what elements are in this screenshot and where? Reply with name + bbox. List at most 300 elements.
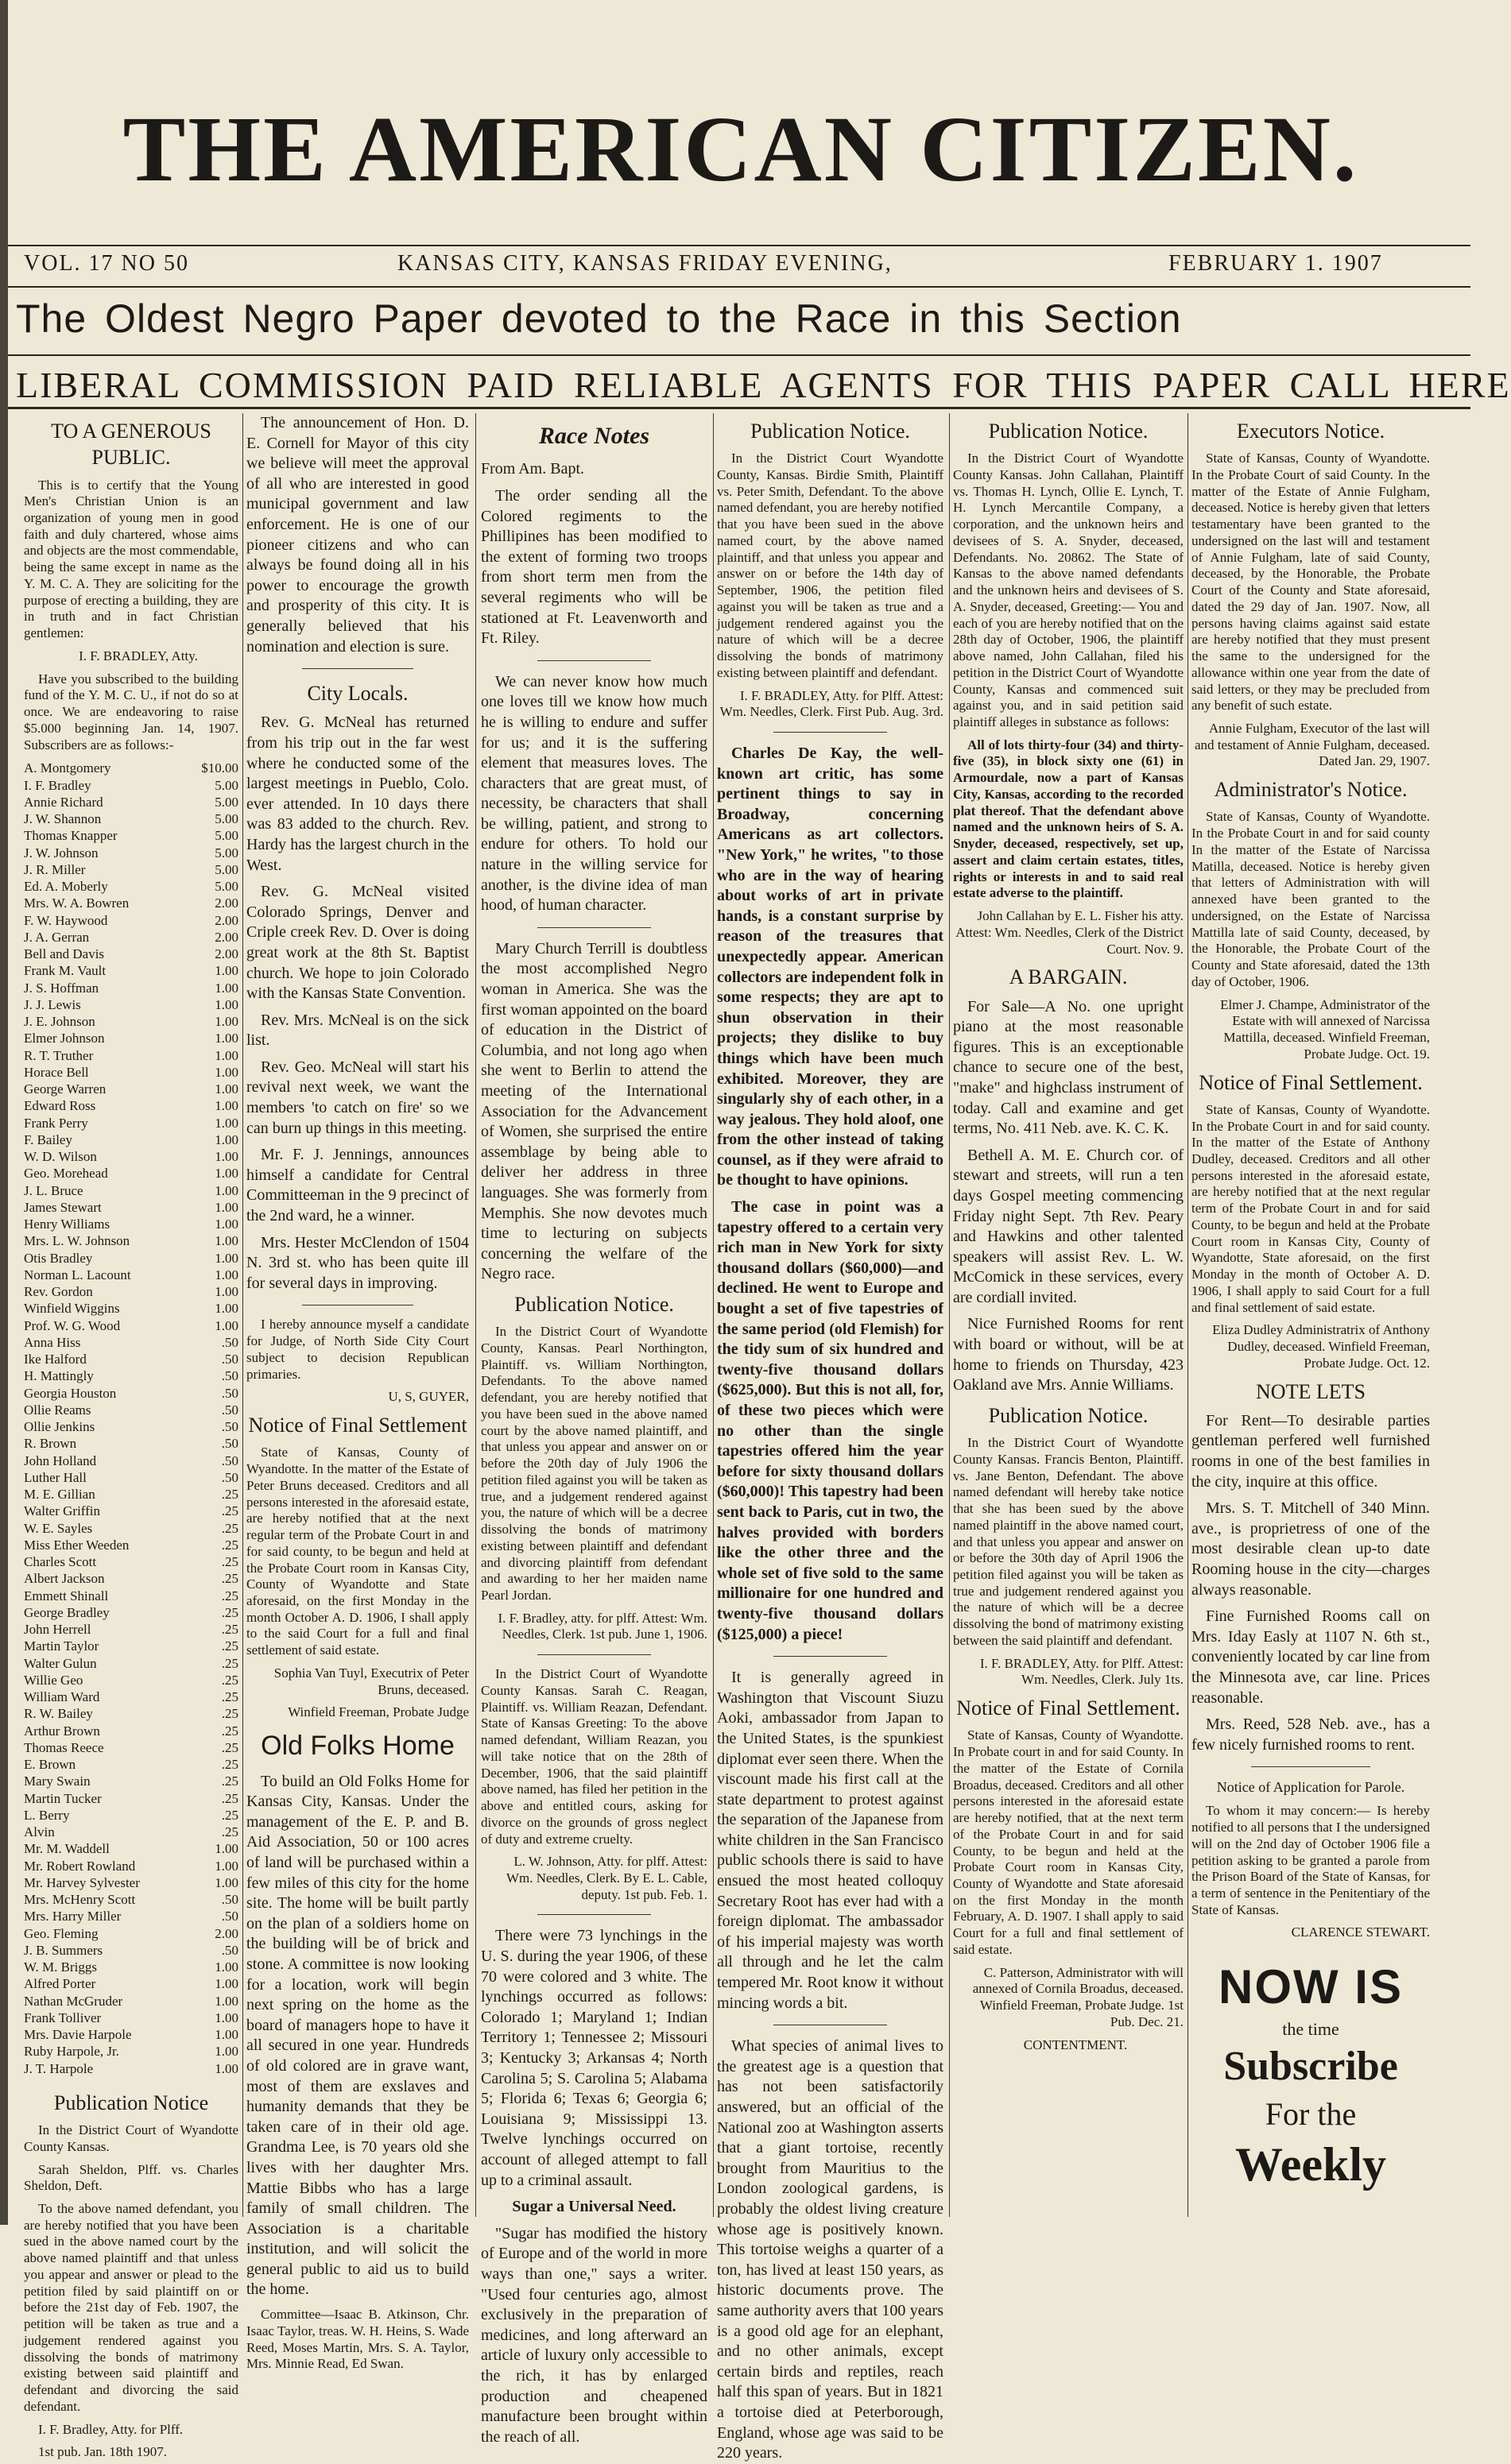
subscriber-amount: .25 xyxy=(221,1622,238,1638)
subscriber-name: Prof. W. G. Wood xyxy=(24,1317,121,1333)
subscriber-amount: .50 xyxy=(221,1334,238,1350)
subscriber-name: Henry Williams xyxy=(24,1217,110,1232)
subscriber-name: Thomas Knapper xyxy=(24,828,118,844)
subscriber-name: Edward Ross xyxy=(24,1098,96,1114)
subscriber-row xyxy=(24,1232,238,1249)
subscriber-amount: 2.00 xyxy=(215,929,238,945)
subscriber-amount: .25 xyxy=(221,1790,238,1806)
pub-signature: I. F. BRADLEY, Atty. for Plff. Attest: Wm. Needles, Clerk. July 1ts. xyxy=(979,1655,1184,1688)
heading-note-lets: NOTE LETS xyxy=(1256,1379,1366,1403)
japan-diplomat-article: It is generally agreed in Washington that Viscount Siuzu Aoki, ambassador from Japan to the United States, is the spunkiest diplomat ever seen there. When the viscount made his first call at the state department to protest against the separation of the Japanese from white children in the San Francisco public schools there is said to have ensued the most heated colloquy Secretary Root has ever had with a foreign diplomat. The ambassador of his imperial majesty was worth all through and he let the calm tempered Mr. Root know it without mincing words a bit. xyxy=(717,1669,943,2012)
subscriber-amount: .25 xyxy=(221,1723,238,1739)
subscriber-name: Martin Tucker xyxy=(24,1790,102,1806)
local-item: Rev. Geo. McNeal will start his revival next week, we want the members 'to catch on fire' so we can burn up things in this meeting. xyxy=(246,1058,469,1137)
subscriber-amount: 2.00 xyxy=(215,946,238,962)
subscriber-amount: 5.00 xyxy=(215,777,238,793)
subscriber-row xyxy=(24,2060,238,2077)
column-5 xyxy=(953,413,1184,2217)
subscriber-row xyxy=(24,1418,238,1435)
subscriber-amount: .50 xyxy=(221,1942,238,1958)
subscriber-amount: 1.00 xyxy=(215,1250,238,1266)
subscriber-amount: .25 xyxy=(221,1554,238,1570)
contentment-heading: CONTENTMENT. xyxy=(1023,2037,1128,2052)
subscriber-name: Mrs. Davie Harpole xyxy=(24,2027,132,2043)
subscriber-row xyxy=(24,1739,238,1756)
subscriber-amount: 1.00 xyxy=(215,2060,238,2076)
subscriber-name: J. J. Lewis xyxy=(24,996,81,1012)
column-separator xyxy=(1187,413,1188,2217)
subscriber-name: W. M. Briggs xyxy=(24,1959,97,1975)
subscriber-name: I. F. Bradley xyxy=(24,777,91,793)
subscriber-amount: 1.00 xyxy=(215,1959,238,1975)
subscriber-row xyxy=(24,1452,238,1469)
heading-old-folks-home: Old Folks Home xyxy=(261,1731,455,1762)
administrators-notice-body: State of Kansas, County of Wyandotte. In the Probate Court in and for said county In the matter of the Estate of Narcissa Matilla, deceased. Notice is hereby given that letters of Administration with will annexed have been granted to the undersigned, on the Estate of Narcissa Mattilla late of said County, deceased, by the Honorable, the Probate Court of the County and State aforesaid, dated the 13th day of October, 1906. xyxy=(1191,809,1430,989)
sugar-body: "Sugar has modified the history of Europe and of the world in more ways than one," says a writer. "Used four centuries ago, almost exclusively in the preparation of medicines, and long afterward an article of luxury only accessible to the rich, it has by enlarged production and cheapened manufacture been brought within the reach of all. xyxy=(481,2224,707,2446)
heading-publication-notice: Publication Notice. xyxy=(988,420,1149,443)
reed-rooms-ad: Mrs. Reed, 528 Neb. ave., has a few nicely furnished rooms to rent. xyxy=(1191,1716,1430,1754)
subscriber-name: J. T. Harpole xyxy=(24,2060,94,2076)
executors-notice-signature: Annie Fulgham, Executor of the last will and testament of Annie Fulgham, deceased. Dated Jan. 29, 1907. xyxy=(1195,721,1430,769)
subscriber-amount: 2.00 xyxy=(215,1925,238,1941)
subscriber-amount: .25 xyxy=(221,1588,238,1603)
subscriber-name: A. Montgomery xyxy=(24,760,111,776)
volume-number: VOL. 17 NO 50 xyxy=(24,251,189,276)
rule-mid xyxy=(8,286,1470,288)
subscriber-row xyxy=(24,1216,238,1232)
divider xyxy=(1251,1766,1370,1767)
heading-publication-notice: Publication Notice. xyxy=(514,1292,674,1316)
subscriber-amount: 1.00 xyxy=(215,1993,238,2009)
subscriber-name: Ruby Harpole, Jr. xyxy=(24,2044,119,2060)
subscriber-name: Luther Hall xyxy=(24,1469,87,1485)
subscriber-row xyxy=(24,1840,238,1857)
subscriber-amount: 1.00 xyxy=(215,1064,238,1080)
final-settlement-signature: C. Patterson, Administrator with will annexed of Cornila Broadus, deceased. Winfield Freeman, Probate Judge. 1st Pub. Dec. 21. xyxy=(972,1964,1184,2029)
subscriber-amount: .50 xyxy=(221,1385,238,1401)
subscriber-amount: .25 xyxy=(221,1520,238,1536)
subscriber-name: J. A. Gerran xyxy=(24,929,90,945)
subscriber-name: F. Bailey xyxy=(24,1131,72,1147)
subscriber-amount: .25 xyxy=(221,1571,238,1587)
subscriber-amount: 1.00 xyxy=(215,1874,238,1890)
tortoise-article: What species of animal lives to the greatest age is a question that has not been satisfactorily answered, but an official of the National zoo at Washington asserts that a giant tortoise, recently brought from Mauritius to the London zoological gardens, is probably the oldest living creature whose age is positively known. This tortoise weighs a quarter of a ton, has lived at least 150 years, as historic documents prove. The same authority avers that 100 years is a good old age for an elephant, and no other animals, except certain birds and reptiles, reach half this span of years. But in 1821 a tortoise died at Peterborough, England, whose age was said to be 220 years. xyxy=(717,2037,943,2462)
subscriber-name: John Herrell xyxy=(24,1622,91,1638)
subscriber-name: Walter Griffin xyxy=(24,1503,101,1519)
executors-notice-body: State of Kansas, County of Wyandotte. In the Probate Court of said County. In the matter of the Estate of Annie Fulgham, deceased. Notice is hereby given that letters testamentary have been granted to the undersigned on the last will and testament of Annie Fulgham, late of said County, deceased, by the Honorable, the Probate Court of the County and State aforesaid, dated the 29 day of Jan. 1907. Now, all persons having claims against said estate are hereby notified that they must present the same to the undersigned for the allowance within one year from the date of said letters, or they may be precluded from any benefit of such estate. xyxy=(1191,451,1430,714)
pub-body: In the District Court of Wyandotte County Kansas. Sarah C. Reagan, Plaintiff. vs. William Reazan, Defendant. State of Kansas Greeting: To the above named defendant, William Reazan, you will take notice that on the 28th of December, 1906, that the said plaintiff above named, has filed her petition in the above and entitled cours, asking for divorce on the grounds of gross neglect of duty and extreme cruelty. xyxy=(481,1666,707,1847)
heading-final-settlement: Notice of Final Settlement xyxy=(248,1414,467,1437)
subscriber-row xyxy=(24,878,238,895)
subscriber-name: Anna Hiss xyxy=(24,1334,81,1350)
column-separator xyxy=(242,413,243,2217)
subscriber-name: George Bradley xyxy=(24,1604,110,1620)
subscriber-amount: 5.00 xyxy=(215,811,238,827)
subscriber-row xyxy=(24,1588,238,1604)
subscriber-amount: .25 xyxy=(221,1537,238,1553)
subscriber-amount: .50 xyxy=(221,1419,238,1435)
subscriber-amount: .25 xyxy=(221,1757,238,1773)
subscriber-amount: 1.00 xyxy=(215,980,238,996)
subscriber-amount: .25 xyxy=(221,1774,238,1789)
subscriber-row xyxy=(24,996,238,1013)
pub-body-property: All of lots thirty-four (34) and thirty-five (35), in block sixty one (61) in Armourdale, now a part of Kansas City, Kansas, according to the recorded plat thereof. That the defendant above named and the unknown heirs of S. A. Snyder, deceased, respectively, set up, assert and claim certain estates, titles, rights or interests in and to said real estate adverse to the plaintiff. xyxy=(953,737,1184,901)
old-folks-home-committee: Committee—Isaac B. Atkinson, Chr. Isaac Taylor, treas. W. H. Heins, S. Wade Reed, Moses Martin, Mrs. S. A. Taylor, Mrs. Minnie Read, Ed Swan. xyxy=(246,2307,469,2372)
subscriber-amount: 1.00 xyxy=(215,1081,238,1097)
subscriber-row xyxy=(24,1317,238,1334)
divider xyxy=(302,668,413,669)
subscriber-row xyxy=(24,1097,238,1114)
subscriber-row xyxy=(24,1773,238,1789)
administrators-notice-signature: Elmer J. Champe, Administrator of the Estate with will annexed of Narcissa Mattilla, deceased. Winfield Freeman, Probate Judge. Oct. 19. xyxy=(1220,996,1430,1062)
divider xyxy=(773,1656,887,1657)
subscriber-row xyxy=(24,2009,238,2026)
ad-weekly: Weekly xyxy=(1235,2137,1386,2191)
subscriber-amount: 2.00 xyxy=(215,912,238,928)
subscriber-row xyxy=(24,912,238,929)
subscriber-row xyxy=(24,1537,238,1553)
subscriber-amount: .25 xyxy=(221,1487,238,1503)
subscriber-name: Willie Geo xyxy=(24,1672,83,1688)
subscriber-row xyxy=(24,810,238,827)
subscriber-name: R. Brown xyxy=(24,1436,77,1452)
banner-agents-wanted: LIBERAL COMMISSION PAID RELIABLE AGENTS FOR THIS PAPER CALL HERE xyxy=(16,365,1511,405)
subscriber-amount: 1.00 xyxy=(215,1182,238,1198)
subscriber-row xyxy=(24,1334,238,1351)
heading-city-locals: City Locals. xyxy=(307,682,409,706)
subscriber-amount: 1.00 xyxy=(215,1199,238,1215)
subscriber-row xyxy=(24,827,238,844)
subscriber-row xyxy=(24,777,238,794)
parole-body: To whom it may concern:— Is hereby notified to all persons that I the undersigned will on the 2nd day of October 1906 file a petition asking to be granted a parole from the Prison Board of the State of Kansas, for a term of sentence in the Penitentiary of the State of Kansas. xyxy=(1191,1803,1430,1917)
subscriber-row xyxy=(24,962,238,979)
subscriber-amount: 1.00 xyxy=(215,1284,238,1300)
pub-signature: L. W. Johnson, Atty. for plff. Attest: Wm. Needles, Clerk. By E. L. Cable, deputy. 1st pub. Feb. 1. xyxy=(506,1854,707,1902)
subscriber-row xyxy=(24,1402,238,1418)
subscriber-amount: 1.00 xyxy=(215,1115,238,1131)
subscriber-name: Ike Halford xyxy=(24,1352,87,1367)
subscriber-row xyxy=(24,1959,238,1975)
rule-banner xyxy=(8,354,1470,356)
local-item: Mr. F. J. Jennings, announces himself a candidate for Central Committeeman in the 9 precinct of the 2nd ward, he a winner. xyxy=(246,1146,469,1225)
subscriber-row xyxy=(24,1148,238,1165)
bethel-church-notice: Bethell A. M. E. Church cor. of stewart and streets, will run a ten days Gospel meeting commencing Friday night Sept. 7th Rev. Peary and Hawkins and other talented speakers will assist Rev. L. W. McComick in these services, every are cordiall invited. xyxy=(953,1146,1184,1306)
heading-parole: Notice of Application for Parole. xyxy=(1216,1779,1405,1796)
subscriber-name: Mr. Harvey Sylvester xyxy=(24,1874,140,1890)
subscriber-amount: 2.00 xyxy=(215,895,238,911)
subscriber-amount: .25 xyxy=(221,1807,238,1823)
subscriber-name: H. Mattingly xyxy=(24,1368,94,1384)
subscriber-row xyxy=(24,1520,238,1537)
subscriber-name: Bell and Davis xyxy=(24,946,105,962)
subscriber-name: R. T. Truther xyxy=(24,1047,94,1063)
subscriber-name: Ollie Reams xyxy=(24,1402,91,1418)
subscriber-row xyxy=(24,1638,238,1654)
subscriber-list xyxy=(24,760,238,2077)
subscriber-name: Charles Scott xyxy=(24,1554,97,1570)
subscriber-amount: 5.00 xyxy=(215,794,238,810)
column-separator xyxy=(475,413,476,2217)
subscriber-row xyxy=(24,861,238,878)
subscriber-row xyxy=(24,1081,238,1097)
heading-publication-notice: Publication Notice. xyxy=(750,420,910,443)
subscriber-name: Albert Jackson xyxy=(24,1571,105,1587)
subscriber-name: Mrs. L. W. Johnson xyxy=(24,1233,130,1249)
subscriber-row xyxy=(24,1199,238,1216)
page-edge-shadow xyxy=(0,0,8,2225)
ad-the-time: the time xyxy=(1282,2018,1339,2039)
subscriber-row xyxy=(24,1688,238,1705)
pub-body: In the District Court of Wyandotte County, Kansas. Pearl Northington, Plaintiff. vs. William Northington, Defendants. To the above named defendant, you are hereby notified that you have been sued in the above named court by the above named plaintiff, and that unless you appear and answer on or before the 20th day of July 1906 the petition filed against you will be taken as true, and a judgement rendered against you, the nature of which will be a decree dissolving the bonds of matrimony existing between plaintiff and defendant and divorcing plaintiff from defendant and awarding to her her maiden name Pearl Jordan. xyxy=(481,1324,707,1603)
race-note: The order sending all the Colored regiments to the Phillipines has been modified to the extent of forming two troops from short term men from the several regiments who will be stationed at Ft. Leavenworth and Ft. Riley. xyxy=(481,486,707,648)
subscriber-amount: 1.00 xyxy=(215,1841,238,1857)
pub-signature: I. F. Bradley, atty. for plff. Attest: Wm. Needles, Clerk. 1st pub. June 1, 1906. xyxy=(498,1610,707,1642)
subscriber-row xyxy=(24,980,238,996)
subscriber-name: Ollie Jenkins xyxy=(24,1419,95,1435)
divider xyxy=(537,927,651,928)
subscriber-amount: .50 xyxy=(221,1452,238,1468)
candidate-signature: U, S, GUYER, xyxy=(388,1389,469,1405)
subscriber-row xyxy=(24,1975,238,1992)
subscriber-row xyxy=(24,929,238,946)
subscriber-row xyxy=(24,1047,238,1064)
subscriber-amount: .25 xyxy=(221,1638,238,1654)
subscriber-row xyxy=(24,2043,238,2060)
subscriber-row xyxy=(24,1891,238,1908)
heading-publication-notice: Publication Notice. xyxy=(988,1403,1149,1427)
subscriber-name: Winfield Wiggins xyxy=(24,1301,120,1317)
subscriber-name: Ed. A. Moberly xyxy=(24,879,108,895)
subscriber-name: Horace Bell xyxy=(24,1064,89,1080)
subscriber-row xyxy=(24,1367,238,1384)
local-item: Mrs. Hester McClendon of 1504 N. 3rd st. who has been quite ill for several days in improving. xyxy=(246,1233,469,1292)
subscriber-amount: 1.00 xyxy=(215,2027,238,2043)
heading-final-settlement: Notice of Final Settlement. xyxy=(1199,1070,1423,1094)
bargain-body: For Sale—A No. one upright piano at the most reasonable figures. This is an exceptionable chance to secure one of the best, "make" and highclass instrument of today. Call and examine and get terms, No. 411 Neb. ave. K. C. K. xyxy=(953,997,1184,1138)
rule-top xyxy=(8,245,1470,246)
subscriber-amount: .25 xyxy=(221,1706,238,1722)
subscriber-name: E. Brown xyxy=(24,1757,76,1773)
pub-parties: Sarah Sheldon, Plff. vs. Charles Sheldon, Deft. xyxy=(24,2161,238,2194)
subscriber-name: Martin Taylor xyxy=(24,1638,99,1654)
rent-ad: For Rent—To desirable parties gentleman perfered well furnished rooms in one of the best families in the city, inquire at this office. xyxy=(1191,1411,1430,1491)
subscriber-amount: .25 xyxy=(221,1604,238,1620)
subscriber-name: J. R. Miller xyxy=(24,861,86,877)
subscriber-name: J. W. Johnson xyxy=(24,845,99,861)
subscriber-name: J. B. Summers xyxy=(24,1942,103,1958)
rule-columns xyxy=(8,407,1470,409)
subscriber-amount: 1.00 xyxy=(215,1217,238,1232)
subscriber-amount: .25 xyxy=(221,1503,238,1519)
subscriber-row xyxy=(24,1756,238,1773)
lynching-report: There were 73 lynchings in the U. S. during the year 1906, of these 70 were colored and 3 white. The lynchings occurred as follows: Colorado 1; Maryland 1; Indian Territory 1; Tennessee 2; Missouri 3; Kentucky 3; Arkansas 4; North Carolina 5; S. Carolina 5; Alabama 5; Florida 6; Texas 6; Georgia 6; Louisiana 9; Mississippi 13. Twelve lynchings occurred on account of alleged attempt to fall up to a criminal assault. xyxy=(481,1927,707,2189)
column-3 xyxy=(481,413,707,2446)
subscriber-amount: 1.00 xyxy=(215,996,238,1012)
column-4 xyxy=(717,413,943,2462)
final-settlement-signature: Eliza Dudley Administratrix of Anthony Dudley, deceased. Winfield Freeman, Probate Judge. Oct. 12. xyxy=(1212,1322,1430,1371)
subscriber-row xyxy=(24,1858,238,1874)
subscriber-name: Thomas Reece xyxy=(24,1739,104,1755)
subscriber-amount: 5.00 xyxy=(215,861,238,877)
subscriber-name: M. E. Gillian xyxy=(24,1487,95,1503)
subscriber-row xyxy=(24,1300,238,1317)
divider xyxy=(773,732,887,733)
subscriber-amount: .50 xyxy=(221,1469,238,1485)
subscriber-amount: 1.00 xyxy=(215,963,238,979)
subscriber-amount: .50 xyxy=(221,1402,238,1418)
art-collectors-article: Charles De Kay, the well-known art critic, has some pertinent things to say in Broadway, concerning Americans as art collectors. "New York," he writes, "to those who are in the way of hearing about works of art in private hands, is a constant surprise by reason of the treasures that unexpectedly appear. American collectors are independent folk in some respects; they are apt to shun observation in their projects; they dislike to buy things which have been much exhibited. Moreover, they are singularly shy of each other, in a way jealous. They hold aloof, one from the other instead of taking counsel, as if they were afraid to be thought to have opinions. xyxy=(717,745,943,1189)
pub-body: In the District Court Wyandotte County, Kansas. Birdie Smith, Plaintiff vs. Peter Smith, Defendant. To the above named defendant, you are hereby notified that you have been sued in the above named court, by the above named plaintiff, and that unless you appear and answer on or before the 14th day of September, 1906, the petition filed against you will be taken as true and a judgement rendered against you the nature of which will be a decree dissolving the bonds of matrimony existing between plaintiff and defendant. xyxy=(717,451,943,680)
subscriber-amount: 1.00 xyxy=(215,1976,238,1992)
subscriber-name: L. Berry xyxy=(24,1807,70,1823)
subscriber-amount: 1.00 xyxy=(215,1233,238,1249)
subscriber-amount: 1.00 xyxy=(215,1131,238,1147)
subscriber-row xyxy=(24,1435,238,1452)
subscriber-name: Georgia Houston xyxy=(24,1385,117,1401)
subscriber-row xyxy=(24,1486,238,1503)
subscriber-row xyxy=(24,946,238,962)
mitchell-rooming-ad: Mrs. S. T. Mitchell of 340 Minn. ave., is proprietress of one of the most desirable clean up-to date Rooming house in the city—charges always reasonable. xyxy=(1191,1499,1430,1599)
subscriber-row xyxy=(24,1503,238,1519)
subscriber-row xyxy=(24,1604,238,1621)
subscriber-amount: 1.00 xyxy=(215,1317,238,1333)
subscriber-amount: 1.00 xyxy=(215,1014,238,1030)
column-6 xyxy=(1191,413,1430,2217)
subscriber-row xyxy=(24,1115,238,1131)
heading-generous-public: TO A GENEROUS PUBLIC. xyxy=(51,420,211,470)
subscriber-row xyxy=(24,1705,238,1722)
final-settlement-signature: Sophia Van Tuyl, Executrix of Peter Bruns, deceased. xyxy=(273,1665,469,1697)
final-settlement-body: State of Kansas, County of Wyandotte. In Probate court in and for said County. In the matter of the Estate of Cornila Broadus, deceased. Creditors and all other persons interested in the aforesaid estate are hereby notified, that at the next term of the Probate Court in and for said County, to be begun and held at the Probate Court room in Kansas City, County of Wyandotte and State aforesaid on the first Monday in the month February, A. D. 1907. I shall apply to said Court for a full and final settlement of said estate. xyxy=(953,1727,1184,1957)
subscriber-name: Mrs. McHenry Scott xyxy=(24,1892,136,1908)
subscriber-name: Alfred Porter xyxy=(24,1976,96,1992)
subscriber-amount: .25 xyxy=(221,1672,238,1688)
pub-date: 1st pub. Jan. 18th 1907. xyxy=(38,2444,167,2460)
subscriber-row xyxy=(24,1064,238,1081)
subscriber-row xyxy=(24,1621,238,1638)
subscriber-amount: 1.00 xyxy=(215,1047,238,1063)
subscribe-advertisement xyxy=(1191,1957,1430,2195)
candidate-announcement: I hereby announce myself a candidate for Judge, of North Side City Court subject to decision Republican primaries. xyxy=(246,1317,469,1382)
heading-bargain: A BARGAIN. xyxy=(1009,965,1128,989)
subscriber-name: Mr. M. Waddell xyxy=(24,1841,110,1857)
race-note: Mary Church Terrill is doubtless the most accomplished Negro woman in America. She was the first woman appointed on the board of education in the District of Columbia, and not long ago when she went to Berlin to attend the meeting of the International Association for the Advancement of Women, she surprised the entire assemblage by being able to deliver her address in three languages. She was formerly from Memphis. She now devotes much time to lecturing on subjects concerning the welfare of the Negro race. xyxy=(481,939,707,1283)
publication-place: KANSAS CITY, KANSAS FRIDAY EVENING, xyxy=(397,251,893,276)
mayor-announcement: The announcement of Hon. D. E. Cornell for Mayor of this city we believe will meet the approval of all who are interested in good municipal government and law enforcement. He is one of our pioneer citizens and who can always be found doing all in his power to encourage the growth and prosperity of this city. It is generally believed that his nomination and election is sure. xyxy=(246,414,469,656)
easly-rooms-ad: Fine Furnished Rooms call on Mrs. Iday Easly at 1107 N. 6th st., conveniently located by car line from the Minnesota ave, car line. Prices reasonable. xyxy=(1191,1607,1430,1707)
subscriber-name: Norman L. Lacount xyxy=(24,1267,131,1282)
ad-for-the: For the xyxy=(1265,2095,1357,2132)
heading-administrators-notice: Administrator's Notice. xyxy=(1214,778,1408,802)
subscriber-row xyxy=(24,1013,238,1030)
subscriber-row xyxy=(24,1182,238,1199)
subscriber-name: Otis Bradley xyxy=(24,1250,93,1266)
heading-final-settlement: Notice of Final Settlement. xyxy=(956,1696,1180,1720)
subscriber-name: W. E. Sayles xyxy=(24,1520,93,1536)
pub-signature: John Callahan by E. L. Fisher his atty. Attest: Wm. Needles, Clerk of the District Court. Nov. 9. xyxy=(955,908,1184,957)
subscriber-amount: .25 xyxy=(221,1824,238,1840)
subscriber-amount: .50 xyxy=(221,1368,238,1384)
subscriber-row xyxy=(24,1469,238,1486)
probate-judge: Winfield Freeman, Probate Judge xyxy=(288,1704,469,1720)
subscriber-row xyxy=(24,1553,238,1570)
subscriber-name: J. S. Hoffman xyxy=(24,980,99,996)
subscriber-name: Frank Tolliver xyxy=(24,2009,102,2025)
subscriber-name: Mr. Robert Rowland xyxy=(24,1858,136,1874)
subscriber-row xyxy=(24,794,238,810)
column-separator xyxy=(713,413,714,2217)
subscriber-row xyxy=(24,1807,238,1824)
subscriber-amount: 1.00 xyxy=(215,2044,238,2060)
subscriber-amount: .50 xyxy=(221,1352,238,1367)
column-separator xyxy=(949,413,950,2217)
pub-body: To the above named defendant, you are hereby notified that you have been sued in the above named court by the above named plaintiff and that unless you appear and answer or plead to the petition filed by said plaintiff on or before the 21st day of Feb. 1907, the petition will be taken as true and a judgement rendered against you dissolving the bonds of matrimony existing between said plaintiff and defendant and divorcing the said defendant. xyxy=(24,2200,238,2414)
subscriber-amount: .50 xyxy=(221,1892,238,1908)
subscriber-row xyxy=(24,1874,238,1891)
ymcu-intro: This is to certify that the Young Men's Christian Union is an organization of young men in good faith and duly chartered, whose aims and objects are the most commendable, being the same except in name as the Y. M. C. A. They are soliciting for the purpose of erecting a building, they are in truth and in fact Christian gentlemen: xyxy=(24,477,238,641)
subscriber-row xyxy=(24,1942,238,1959)
subscriber-amount: .25 xyxy=(221,1655,238,1671)
subscriber-amount: 1.00 xyxy=(215,1031,238,1046)
banner-oldest-paper: The Oldest Negro Paper devoted to the Race in this Section xyxy=(16,296,1182,341)
divider xyxy=(537,1914,651,1915)
ad-subscribe: Subscribe xyxy=(1223,2044,1398,2090)
subscriber-row xyxy=(24,2026,238,2043)
subscriber-name: Miss Ether Weeden xyxy=(24,1537,130,1553)
pub-body: In the District Court of Wyandotte County Kansas. Francis Benton, Plaintiff. vs. Jane Benton, Defendant. The above named defendant will hereby take notice that she has been sued by the above named plaintiff in the above named court, and that unless you appear and answer on or before the 30th day of April 1906 the petition filed against you will be taken as true and judgement rendered against you the nature of which will be a decree dissolving the bond of matrimony existing between the said plaintiff and defendant. xyxy=(953,1435,1184,1648)
final-settlement-body: State of Kansas, County of Wyandotte. In the matter of the Estate of Peter Bruns deceased. Creditors and all persons interested in the aforesaid estate, are hereby notified that at the next regular term of the Probate Court in and for said county, to be begun and held at the Probate Court room in Kansas City, County of Wyandotte and State aforesaid, on the first Monday in the month October A. D. 1906, I shall apply to the said Court for a full and final settlement of said estate. xyxy=(246,1445,469,1658)
final-settlement-body: State of Kansas, County of Wyandotte. In the Probate Court in and for said county. In the matter of the Estate of Anthony Dudley, deceased. Creditors and all other persons interested in the aforesaid estate, are hereby notified that at the next regular term of the Probate Court in and for said County, to be begun and held at the Probate Court room in Kansas City, County of Wyandotte, State aforesaid, on the first Monday in the month of October A. D. 1906, I shall apply to said Court for a full and final settlement of said estate. xyxy=(1191,1101,1430,1315)
subscriber-name: W. D. Wilson xyxy=(24,1149,97,1165)
tapestry-article: The case in point was a tapestry offered to a certain very rich man in New York for sixty thousand dollars ($60,000)—and declined. He went to Europe and bought a set of five tapestries of the same period (old Flemish) for the tidy sum of six hundred and twenty-five thousand dollars ($625,000). But this is not all, for, of these two pieces which were no other than the single tapestries offered him the year before for sixty thousand dollars ($60,000)! This tapestry had been sent back to Paris, cut in two, the halves provided with borders like the other three and the whole set of five sold to the same millionaire for one hundred and twenty-five thousand dollars ($125,000) a piece! xyxy=(717,1198,943,1643)
subscriber-amount: .25 xyxy=(221,1689,238,1705)
subscriber-name: Frank Perry xyxy=(24,1115,88,1131)
publication-date: FEBRUARY 1. 1907 xyxy=(1168,251,1383,276)
subscriber-name: Arthur Brown xyxy=(24,1723,100,1739)
subscriber-row xyxy=(24,1267,238,1283)
subscriber-row xyxy=(24,1655,238,1672)
subscriber-name: George Warren xyxy=(24,1081,107,1097)
subscriber-row xyxy=(24,1925,238,1942)
subscriber-name: Emmett Shinall xyxy=(24,1588,109,1603)
divider xyxy=(537,1654,651,1655)
subscriber-amount: 1.00 xyxy=(215,1267,238,1282)
subscriber-name: Mrs. Harry Miller xyxy=(24,1909,122,1924)
ymcu-signature: I. F. BRADLEY, Atty. xyxy=(79,648,198,663)
subscriber-amount: 1.00 xyxy=(215,1301,238,1317)
column-2 xyxy=(246,413,469,2372)
subscriber-row xyxy=(24,895,238,911)
local-item: Rev. G. McNeal has returned from his trip out in the far west where he conducted some of the largest meetings in Pueblo, Colo. ever attended. In 10 days there was 83 added to the church. Rev. Hardy has the largest church in the West. xyxy=(246,714,469,874)
subscriber-name: J. E. Johnson xyxy=(24,1014,95,1030)
subscriber-row xyxy=(24,1351,238,1367)
subscriber-row xyxy=(24,1908,238,1924)
subscriber-amount: 1.00 xyxy=(215,1858,238,1874)
subscriber-amount: 1.00 xyxy=(215,1166,238,1182)
pub-body: In the District Court of Wyandotte County Kansas. John Callahan, Plaintiff vs. Thomas H. Lynch, Ollie E. Lynch, T. H. Lynch Mercantile Company, a corporation, and the unknown heirs and devisees of S. A. Snyder, deceased, Defendants. No. 20862. The State of Kansas to the above named defendants and the unknown heirs and devisees of S. A. Snyder, deceased, Greeting:— You and each of you are hereby notified that on the 28th day of October, 1906, the plaintiff above named, John Callahan, filed his petition in the District Court of Wyandotte County, Kansas and commenced suit against you, and in said petition said plaintiff alleges in substance as follows: xyxy=(953,451,1184,730)
heading-publication-notice: Publication Notice xyxy=(53,2091,209,2114)
subscriber-amount: 5.00 xyxy=(215,845,238,861)
subscriber-amount: 5.00 xyxy=(215,828,238,844)
pub-signature: I. F. Bradley, Atty. for Plff. xyxy=(38,2421,184,2437)
subscriber-amount: $10.00 xyxy=(201,760,238,776)
subscriber-name: Alvin xyxy=(24,1824,55,1840)
subscriber-row xyxy=(24,1993,238,2009)
masthead-title: THE AMERICAN CITIZEN. xyxy=(122,97,1359,201)
subscriber-name: R. W. Bailey xyxy=(24,1706,93,1722)
parole-signature: CLARENCE STEWART. xyxy=(1291,1924,1430,1940)
local-item: Rev. G. McNeal visited Colorado Springs, Denver and Criple creek Rev. D. Over is doing great work at the 8th St. Baptist church. We hope to join Colorado with the Kansas State Convention. xyxy=(246,883,469,1003)
